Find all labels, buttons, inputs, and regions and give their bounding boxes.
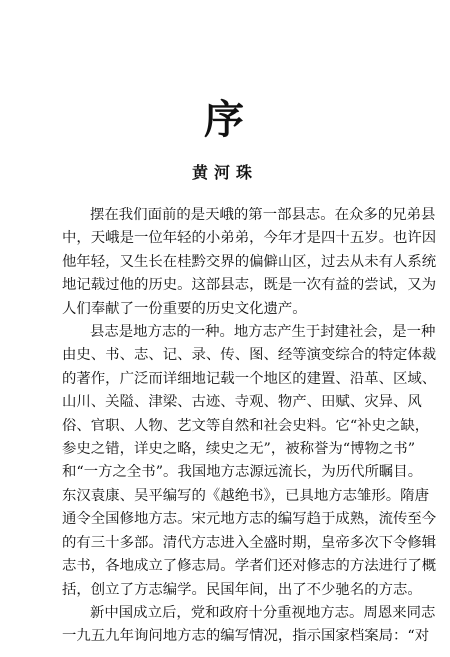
- body-line: 山川、关隘、津梁、古迹、寺观、物产、田赋、灾异、风: [62, 394, 422, 411]
- body-line: 摆在我们面前的是天峨的第一部县志。在众多的兄弟县: [90, 207, 436, 223]
- body-line: 志书，各地成立了修志局。学者们还对修志的方法进行了概: [62, 558, 437, 575]
- body-line: 俗、官职、人物、艺文等自然和社会史料。它“补史之缺，: [62, 417, 430, 434]
- body-line: 和“一方之全书”。我国地方志源远流长，为历代所瞩目。: [62, 464, 423, 481]
- body-line: 中，天峨是一位年轻的小弟弟，今年才是四十五岁。也许因: [62, 230, 437, 247]
- body-line: 东汉袁康、吴平编写的《越绝书》，已具地方志雏形。隋唐: [62, 487, 429, 504]
- body-line: 的有三十多部。清代方志进入全盛时期，皇帝多次下令修辑: [62, 534, 437, 551]
- body-line: 地记载过他的历史。这部县志，既是一次有益的尝试，又为: [62, 277, 437, 294]
- preface-title: 序: [204, 96, 246, 143]
- body-line: 他年轻，又生长在桂黔交界的偏僻山区，过去从未有人系统: [62, 253, 437, 270]
- body-line: 县志是地方志的一种。地方志产生于封建社会，是一种: [90, 324, 436, 341]
- body-line: 参史之错，详史之略，续史之无”，被称誉为“博物之书”: [62, 441, 416, 458]
- body-line: 通令全国修地方志。宋元地方志的编写趋于成熟，流传至今: [62, 511, 437, 528]
- body-line: 括，创立了方志编学。民国年间，出了不少驰名的方志。: [62, 581, 422, 598]
- author-name: 黄河珠: [191, 163, 258, 182]
- body-line: 的著作，广泛而详细地记载一个地区的建置、沿革、区域、: [62, 370, 437, 387]
- preface-body: [62, 204, 437, 649]
- body-line: 由史、书、志、记、录、传、图、经等演变综合的特定体裁: [62, 347, 437, 364]
- body-line: 新中国成立后，党和政府十分重视地方志。周恩来同志: [90, 604, 436, 621]
- body-line: 一九五九年询问地方志的编写情况，指示国家档案局：“对: [62, 628, 430, 645]
- body-line: 人们奉献了一份重要的历史文化遗产。: [62, 300, 307, 317]
